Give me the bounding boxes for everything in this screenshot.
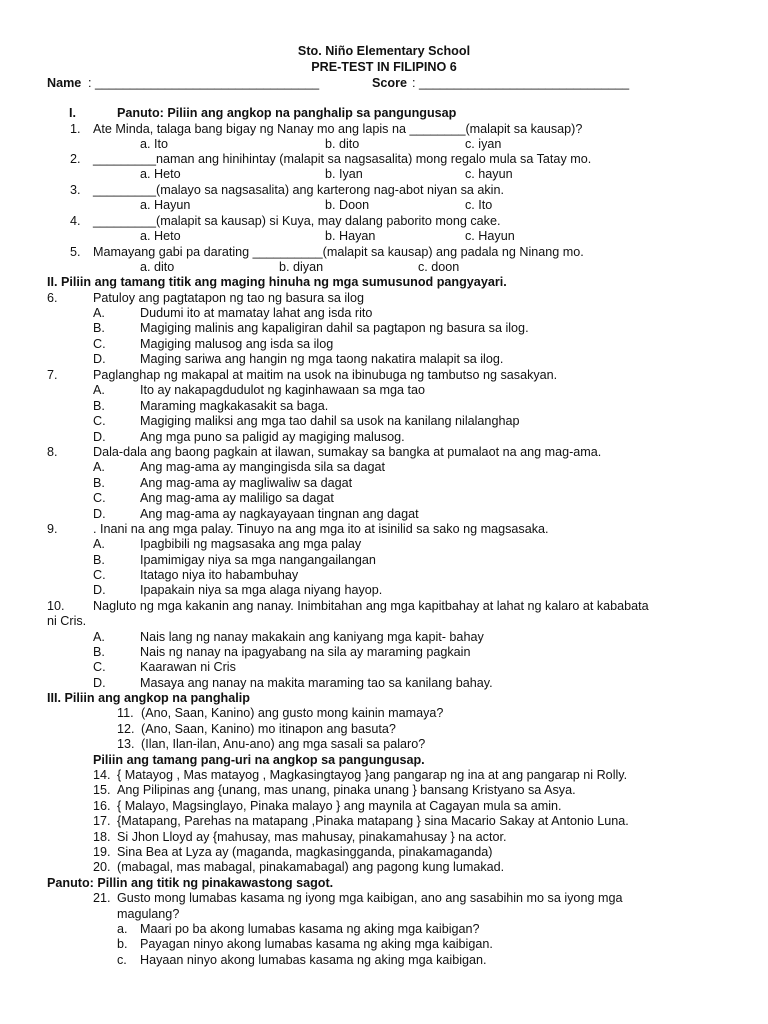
section-1-roman: I. — [69, 106, 76, 120]
question-text: Paglanghap ng makapal at maitim na usok na ibinubuga ng tambutso ng sasakyan. — [93, 368, 558, 382]
choice-letter: D. — [93, 676, 106, 690]
choice-letter: C. — [93, 660, 106, 674]
choice-letter: C. — [93, 491, 106, 505]
choice-text: Ang mga puno sa paligid ay magiging malusog. — [140, 430, 405, 444]
name-label: Name — [47, 76, 82, 90]
question-number: 10. — [47, 599, 65, 613]
question-text: (Ano, Saan, Kanino) mo itinapon ang basuta? — [141, 722, 396, 736]
question-number: 16. — [93, 799, 111, 813]
choice-text: Magiging malinis ang kapaligiran dahil sa pagtapon ng basura sa ilog. — [140, 321, 529, 335]
question-number: 15. — [93, 783, 111, 797]
choice-letter: C. — [93, 337, 106, 351]
question-number: 4. — [70, 214, 81, 228]
question-text: . Inani na ang mga palay. Tinuyo na ang mga ito at isinilid sa sako ng magsasaka. — [93, 522, 549, 536]
choice-a: a. Hayun — [140, 198, 191, 212]
question-number: 11. — [117, 706, 134, 720]
school-name: Sto. Niño Elementary School — [297, 44, 471, 58]
question-number: 7. — [47, 368, 58, 382]
choice-b: b. dito — [325, 137, 360, 151]
question-text: _________naman ang hinihintay (malapit sa nagsasalita) mong regalo mula sa Tatay mo. — [93, 152, 592, 166]
choice-text: Nais ng nanay na ipagyabang na sila ay maraming pagkain — [140, 645, 471, 659]
test-title: PRE-TEST IN FILIPINO 6 — [311, 60, 457, 74]
choice-text: Maraming magkakasakit sa baga. — [140, 399, 329, 413]
choice-text: Dudumi ito at mamatay lahat ang isda rito — [140, 306, 373, 320]
choice-text: Payagan ninyo akong lumabas kasama ng aking mga kaibigan. — [140, 937, 493, 951]
question-number: 14. — [93, 768, 111, 782]
choice-letter: D. — [93, 352, 106, 366]
choice-a: a. Heto — [140, 167, 181, 181]
question-number: 17. — [93, 814, 111, 828]
choice-text: Maari po ba akong lumabas kasama ng aking mga kaibigan? — [140, 922, 480, 936]
question-text: Mamayang gabi pa darating __________(malapit sa kausap) ang padala ng Ninang mo. — [93, 245, 584, 259]
choice-letter: a. — [117, 922, 128, 936]
choice-letter: D. — [93, 583, 106, 597]
choice-letter: A. — [93, 306, 105, 320]
question-text-continued: ni Cris. — [47, 614, 87, 628]
choice-text: Magiging maliksi ang mga tao dahil sa usok na kanilang nilalanghap — [140, 414, 520, 428]
question-text: (Ilan, Ilan-ilan, Anu-ano) ang mga sasali sa palaro? — [141, 737, 426, 751]
question-number: 5. — [70, 245, 81, 259]
section-3-subheading: Piliin ang tamang pang-uri na angkop sa pangungusap. — [93, 753, 425, 767]
choice-text: Magiging malusog ang isda sa ilog — [140, 337, 334, 351]
question-number: 18. — [93, 830, 111, 844]
question-number: 21. — [93, 891, 111, 905]
question-number: 19. — [93, 845, 111, 859]
choice-letter: A. — [93, 383, 105, 397]
choice-letter: c. — [117, 953, 127, 967]
choice-text: Maging sariwa ang hangin ng mga taong nakatira malapit sa ilog. — [140, 352, 504, 366]
choice-text: Ang mag-ama ay nagkayayaan tingnan ang dagat — [140, 507, 419, 521]
choice-text: Ipagbibili ng magsasaka ang mga palay — [140, 537, 362, 551]
question-number: 6. — [47, 291, 58, 305]
question-number: 20. — [93, 860, 111, 874]
question-number: 8. — [47, 445, 58, 459]
choice-letter: B. — [93, 553, 105, 567]
choice-c: c. doon — [418, 260, 460, 274]
section-1-heading: Panuto: Piliin ang angkop na panghalip sa pangungusap — [117, 106, 457, 120]
choice-b: b. Iyan — [325, 167, 363, 181]
question-text: Sina Bea at Lyza ay (maganda, magkasingganda, pinakamaganda) — [117, 845, 493, 859]
choice-c: c. iyan — [465, 137, 502, 151]
choice-c: c. Hayun — [465, 229, 515, 243]
choice-a: a. Ito — [140, 137, 169, 151]
choice-letter: C. — [93, 568, 106, 582]
question-number: 1. — [70, 122, 81, 136]
choice-letter: b. — [117, 937, 128, 951]
question-number: 9. — [47, 522, 58, 536]
choice-text: Ang mag-ama ay maliligo sa dagat — [140, 491, 334, 505]
question-number: 13. — [117, 737, 135, 751]
choice-text: Ipapakain niya sa mga alaga niyang hayop. — [140, 583, 383, 597]
question-text: Patuloy ang pagtatapon ng tao ng basura sa ilog — [93, 291, 364, 305]
question-text: { Malayo, Magsinglayo, Pinaka malayo } ang maynila at Cagayan mula sa amin. — [117, 799, 562, 813]
question-number: 3. — [70, 183, 81, 197]
question-text: _________(malayo sa nagsasalita) ang karterong nag-abot niyan sa akin. — [93, 183, 504, 197]
choice-text: Itatago niya ito habambuhay — [140, 568, 299, 582]
choice-text: Nais lang ng nanay makakain ang kaniyang mga kapit- bahay — [140, 630, 484, 644]
section-2-heading: II. Piliin ang tamang titik ang maging hinuha ng mga sumusunod pangyayari. — [47, 275, 507, 289]
choice-letter: D. — [93, 507, 106, 521]
section-3-heading: III. Piliin ang angkop na panghalip — [47, 691, 250, 705]
question-text: Gusto mong lumabas kasama ng iyong mga kaibigan, ano ang sasabihin mo sa iyong mga — [117, 891, 623, 905]
choice-letter: B. — [93, 321, 105, 335]
choice-c: c. Ito — [465, 198, 493, 212]
choice-b: b. diyan — [279, 260, 324, 274]
score-label: Score — [372, 76, 408, 90]
choice-b: b. Doon — [325, 198, 370, 212]
section-4-heading: Panuto: Pillin ang titik ng pinakawastong sagot. — [47, 876, 334, 890]
question-text: Ang Pilipinas ang {unang, mas unang, pinaka unang } bansang Kristyano sa Asya. — [117, 783, 576, 797]
choice-b: b. Hayan — [325, 229, 376, 243]
choice-letter: B. — [93, 476, 105, 490]
choice-letter: B. — [93, 645, 105, 659]
choice-letter: A. — [93, 537, 105, 551]
choice-letter: A. — [93, 630, 105, 644]
choice-text: Ang mag-ama ay magliwaliw sa dagat — [140, 476, 353, 490]
choice-c: c. hayun — [465, 167, 513, 181]
question-text: Ate Minda, talaga bang bigay ng Nanay mo ang lapis na ________(malapit sa kausap)? — [93, 122, 583, 136]
choice-a: a. Heto — [140, 229, 181, 243]
choice-a: a. dito — [140, 260, 175, 274]
question-text: _________(malapit sa kausap) si Kuya, may dalang paborito mong cake. — [93, 214, 501, 228]
choice-letter: B. — [93, 399, 105, 413]
question-number: 12. — [117, 722, 135, 736]
question-text: { Matayog , Mas matayog , Magkasingtayog }ang pangarap ng ina at ang pangarap ni Rolly. — [117, 768, 628, 782]
question-number: 2. — [70, 152, 81, 166]
question-text: Nagluto ng mga kakanin ang nanay. Inimbitahan ang mga kapitbahay at lahat ng kalaro at kababata — [93, 599, 649, 613]
choice-text: Kaarawan ni Cris — [140, 660, 236, 674]
question-text-continued: magulang? — [117, 907, 180, 921]
question-text: Dala-dala ang baong pagkain at ilawan, sumakay sa bangka at pumalaot na ang mag-ama. — [93, 445, 602, 459]
choice-letter: C. — [93, 414, 106, 428]
score-line: : ______________________________ — [412, 76, 630, 90]
question-text: Si Jhon Lloyd ay {mahusay, mas mahusay, pinakamahusay } na actor. — [117, 830, 507, 844]
name-line: : ________________________________ — [88, 76, 320, 90]
choice-letter: A. — [93, 460, 105, 474]
choice-letter: D. — [93, 430, 106, 444]
question-text: (mabagal, mas mabagal, pinakamabagal) ang pagong kung lumakad. — [117, 860, 505, 874]
choice-text: Ito ay nakapagdudulot ng kaginhawaan sa mga tao — [140, 383, 425, 397]
question-text: (Ano, Saan, Kanino) ang gusto mong kainin mamaya? — [141, 706, 444, 720]
choice-text: Masaya ang nanay na makita maraming tao sa kanilang bahay. — [140, 676, 493, 690]
question-text: {Matapang, Parehas na matapang ,Pinaka matapang } sina Macario Sakay at Antonio Luna. — [117, 814, 629, 828]
choice-text: Ang mag-ama ay mangingisda sila sa dagat — [140, 460, 386, 474]
choice-text: Ipamimigay niya sa mga nangangailangan — [140, 553, 376, 567]
choice-text: Hayaan ninyo akong lumabas kasama ng aking mga kaibigan. — [140, 953, 487, 967]
